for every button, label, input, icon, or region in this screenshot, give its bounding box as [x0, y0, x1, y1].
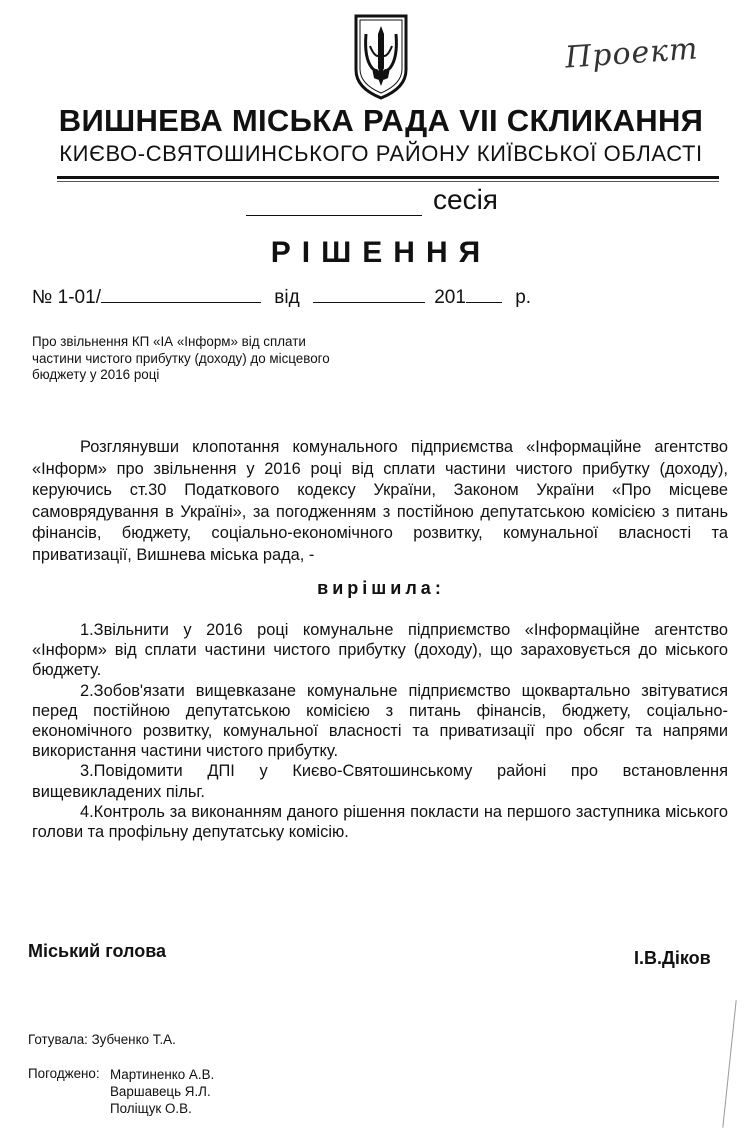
decision-item: 1.Звільнити у 2016 році комунальне підприємство «Інформаційне агентство «Інформ» від сплати частини чистого прибутку (доходу), що зараховується до міського бюджету. [32, 621, 728, 680]
date-word: від [274, 287, 300, 308]
session-number-blank [246, 215, 422, 216]
prepared-by: Готувала: Зубченко Т.А. [28, 1032, 176, 1047]
subject-line: частини чистого прибутку (доходу) до місцевого [32, 350, 330, 366]
district-name: КИЄВО-СВЯТОШИНСЬКОГО РАЙОНУ КИЇВСЬКОЇ ОБЛАСТІ [59, 141, 703, 166]
agreed-label: Погоджено: [28, 1066, 100, 1081]
decision-items [32, 620, 728, 842]
session-label: сесія [433, 184, 498, 215]
decision-item: 4.Контроль за виконанням даного рішення покласти на першого заступника міського голови та профільну депутатську комісію. [32, 802, 728, 842]
decision-number-blank [101, 286, 261, 303]
agreed-names [110, 1066, 214, 1117]
decision-number-prefix: № 1-01/ [32, 287, 101, 308]
trident-coat-of-arms-icon [352, 12, 410, 100]
decided-heading: вирішила: [317, 578, 445, 598]
preamble-paragraph: Розглянувши клопотання комунального підприємства «Інформаційне агентство «Інформ» про звільнення у 2016 році від сплати частини чистого прибутку (доходу), керуючись ст.30 Податкового кодексу України, Законом України «Про місцеве самоврядування в Україні», за погодженням з постійною депутатською комісією з питань фінансів, бюджету, соціально-економічного розвитку, комунальної власності та приватизації, Вишнева міська рада, - [32, 438, 728, 564]
signatory-name: І.В.Діков [634, 948, 711, 968]
year-blank [466, 286, 502, 303]
year-suffix: р. [515, 287, 532, 308]
handwritten-draft-note: Проект [563, 31, 700, 76]
decision-number-row [32, 286, 531, 309]
decision-item: 3.Повідомити ДПІ у Києво-Святошинському районі про встановлення вищевикладених пільг. [32, 762, 728, 801]
decision-subject [32, 334, 372, 384]
subject-line: бюджету у 2016 році [32, 367, 160, 382]
decision-item: 2.Зобов'язати вищевказане комунальне підприємство щоквартально звітуватися перед постійною депутатською комісією з питань фінансів, бюджету, соціально-економічного розвитку, комунальної власності та приватизації про обсяг та напрями використання частини чистого прибутку. [32, 681, 728, 761]
agreed-name: Мартиненко А.В. [110, 1067, 215, 1082]
header-divider [57, 176, 719, 179]
agreed-name: Поліщук О.В. [110, 1101, 192, 1116]
agreed-name: Варшавець Я.Л. [110, 1084, 211, 1099]
date-blank [313, 286, 425, 303]
year-prefix: 201 [434, 287, 466, 308]
signatory-title: Міський голова [28, 941, 167, 961]
council-name: ВИШНЕВА МІСЬКА РАДА VII СКЛИКАННЯ [58, 103, 704, 138]
scan-edge-mark [722, 1000, 736, 1127]
header-divider-thin [57, 181, 719, 182]
subject-line: Про звільнення КП «ІА «Інформ» від сплати [32, 334, 306, 349]
document-type-heading: РІШЕННЯ [270, 236, 492, 269]
